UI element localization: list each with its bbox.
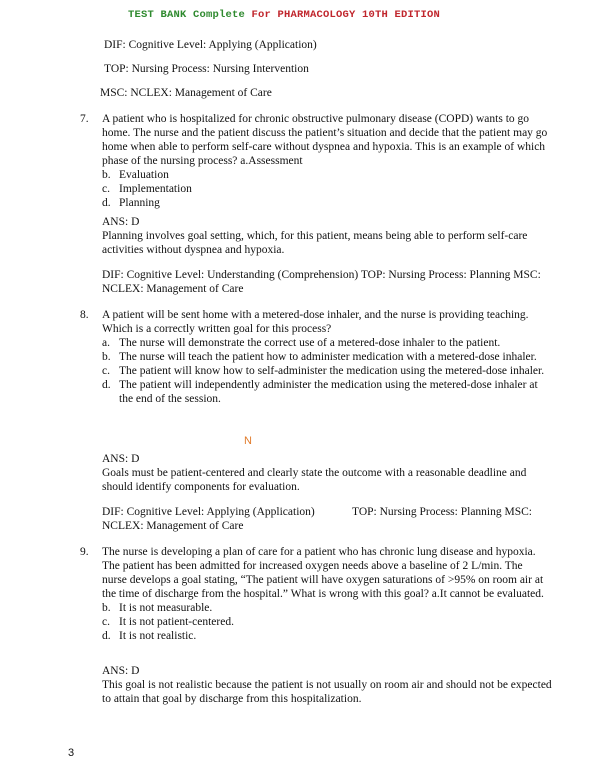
option-text: Planning [119, 197, 160, 209]
answer-8: ANS: D [102, 453, 140, 465]
option-letter: d. [102, 630, 111, 642]
answer-7: ANS: D [102, 216, 140, 228]
option-c [102, 615, 550, 629]
option-text: The nurse will demonstrate the correct use of a metered-dose inhaler to the patient. [119, 337, 501, 349]
option-d [102, 196, 550, 210]
question-stem: A patient will be sent home with a metered-dose inhaler, and the nurse is providing teaching. Which is a correctly written goal for this process? [102, 309, 529, 335]
option-d [102, 629, 550, 643]
margin-mark: N [244, 435, 252, 447]
header-title-part1: TEST BANK Complete [128, 9, 252, 21]
option-text: It is not realistic. [119, 630, 197, 642]
option-text: The patient will know how to self-administer the medication using the metered-dose inhaler. [119, 365, 545, 377]
page-header [128, 8, 440, 22]
option-letter: b. [102, 169, 111, 181]
meta-8-dif: DIF: Cognitive Level: Applying (Application) [102, 506, 315, 518]
question-8 [80, 308, 550, 406]
option-text: Implementation [119, 183, 192, 195]
meta-8-top: TOP: Nursing Process: Planning MSC: [352, 506, 532, 518]
option-b [102, 350, 550, 364]
option-c [102, 182, 550, 196]
option-a [102, 336, 550, 350]
option-text: The nurse will teach the patient how to administer medication with a metered-dose inhaler. [119, 351, 537, 363]
option-letter: c. [102, 365, 110, 377]
rationale-7: Planning involves goal setting, which, for this patient, means being able to perform self-care activities without dyspnea and hypoxia. [102, 230, 528, 256]
page-number: 3 [68, 747, 75, 759]
option-text: The patient will independently administer the medication using the metered-dose inhaler at the end of the session. [119, 379, 538, 405]
option-b [102, 168, 550, 182]
question-9 [80, 545, 550, 643]
answer-9: ANS: D [102, 665, 140, 677]
option-letter: b. [102, 602, 111, 614]
question-7 [80, 112, 550, 210]
option-text: It is not measurable. [119, 602, 213, 614]
option-letter: a. [102, 337, 110, 349]
option-letter: d. [102, 379, 111, 391]
rationale-9: This goal is not realistic because the patient is not usually on room air and should not be expected to attain that goal by discharge from this hospitalization. [102, 679, 552, 705]
question-number: 9. [80, 546, 89, 558]
question-number: 7. [80, 113, 89, 125]
question-stem: A patient who is hospitalized for chronic obstructive pulmonary disease (COPD) wants to go home. The nurse and the patient discuss the patient’s situation and decide that the patient may go home when able to perform self-care without dyspnea and hypoxia. This is an example of which phase of the nursing process? a.Assessment [102, 113, 548, 167]
meta-7: DIF: Cognitive Level: Understanding (Comprehension) TOP: Nursing Process: Planning MSC: NCLEX: Management of Care [102, 269, 541, 295]
question-stem: The nurse is developing a plan of care for a patient who has chronic lung disease and hypoxia. The patient has been admitted for increased oxygen needs above a baseline of 2 L/min. The nurse develops a goal stating, “The patient will have oxygen saturations of >95% on room air at the time of discharge from the hospital.” What is wrong with this goal? a.It cannot be evaluated. [102, 546, 544, 600]
top-line: TOP: Nursing Process: Nursing Intervention [104, 63, 309, 75]
option-c [102, 364, 550, 378]
msc-line: MSC: NCLEX: Management of Care [100, 87, 272, 99]
header-title-part2: For PHARMACOLOGY 10TH EDITION [251, 9, 441, 21]
option-b [102, 601, 550, 615]
option-letter: c. [102, 616, 110, 628]
option-letter: b. [102, 351, 111, 363]
option-letter: d. [102, 197, 111, 209]
option-d [102, 378, 550, 406]
question-number: 8. [80, 309, 89, 321]
rationale-8: Goals must be patient-centered and clearly state the outcome with a reasonable deadline and should identify components for evaluation. [102, 467, 527, 493]
option-text: Evaluation [119, 169, 169, 181]
meta-8-msc: NCLEX: Management of Care [102, 520, 244, 532]
option-letter: c. [102, 183, 110, 195]
option-text: It is not patient-centered. [119, 616, 234, 628]
dif-line: DIF: Cognitive Level: Applying (Application) [104, 39, 317, 51]
